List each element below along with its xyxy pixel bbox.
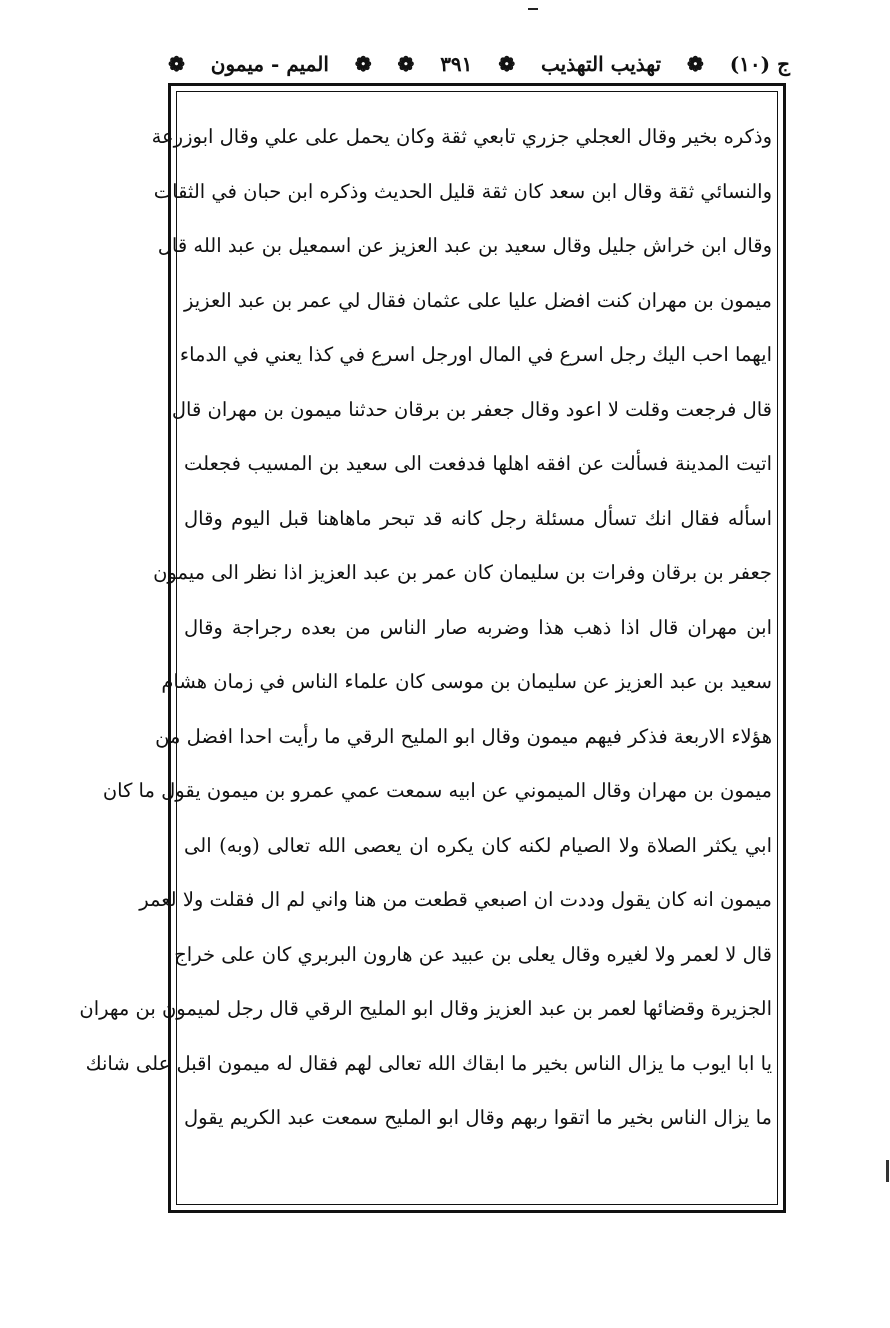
- page-edge-mark: [886, 1160, 889, 1182]
- text-line: ما يزال الناس بخير ما اتقوا ربهم وقال ابو المليح سمعت عبد الكريم يقول: [184, 1106, 772, 1129]
- text-line: هؤلاء الاربعة فذكر فيهم ميمون وقال ابو المليح الرقي ما رأيت احدا افضل من: [155, 724, 772, 748]
- book-title: تهذيب التهذيب: [541, 52, 662, 76]
- text-line: قال لا لعمر ولا لغيره وقال يعلى بن عبيد عن هارون البربري كان على خراج: [174, 942, 772, 966]
- text-line: ميمون انه كان يقول وددت ان اصبعي قطعت من هنا واني لم ال فقلت ولا لعمر: [139, 888, 772, 911]
- ornament-icon: ❁: [687, 52, 704, 76]
- text-line: قال فرجعت وقلت لا اعود وقال جعفر بن برقان حدثنا ميمون بن مهران قال: [171, 397, 772, 421]
- text-line: والنسائي ثقة وقال ابن سعد كان ثقة قليل الحديث وذكره ابن حبان في الثقات: [153, 179, 772, 203]
- text-line: الجزيرة وقضائها لعمر بن عبد العزيز وقال ابو المليح الرقي قال رجل لميمون بن مهران: [79, 997, 772, 1020]
- text-line: ابي يكثر الصلاة ولا الصيام لكنه كان يكره ان يعصى الله تعالى (وبه) الى: [184, 833, 772, 857]
- text-line: وقال ابن خراش جليل وقال سعيد بن عبد العزيز عن اسمعيل بن عبد الله قال: [157, 234, 772, 257]
- text-line: ميمون بن مهران وقال الميموني عن ابيه سمعت عمي عمرو بن ميمون يقول ما كان: [102, 779, 772, 802]
- text-line: اتيت المدينة فسألت عن افقه اهلها فدفعت الى سعيد بن المسيب فجعلت: [184, 452, 772, 475]
- ornament-icon: ❁: [498, 52, 516, 76]
- ornament-icon: ❁: [397, 52, 415, 76]
- text-line: يا ابا ايوب ما يزال الناس بخير ما ابقاك الله تعالى لهم فقال له ميمون اقبل على شانك: [85, 1051, 772, 1075]
- page-top-mark: [528, 8, 538, 10]
- text-line: جعفر بن برقان وفرات بن سليمان كان عمر بن عبد العزيز اذا نظر الى ميمون: [153, 561, 772, 584]
- text-line: ايهما احب اليك رجل اسرع في المال اورجل اسرع في كذا يعني في الدماء: [179, 343, 772, 366]
- ornament-icon: ❁: [354, 52, 372, 76]
- body-text: [79, 110, 772, 1200]
- page-header: [168, 44, 790, 84]
- section-title: الميم - ميمون: [210, 52, 329, 76]
- text-line: ابن مهران قال اذا ذهب هذا وضربه صار الناس من بعده رجراجة وقال: [184, 615, 772, 639]
- text-line: اسأله فقال انك تسأل مسئلة رجل كانه قد تبحر ماهاهنا قبل اليوم وقال: [184, 506, 772, 530]
- volume-label: ج (١٠): [729, 52, 790, 76]
- page-number: ٣٩١: [440, 52, 473, 76]
- text-line: ميمون بن مهران كنت افضل عليا على عثمان فقال لي عمر بن عبد العزيز: [184, 288, 772, 312]
- text-line: سعيد بن عبد العزيز عن سليمان بن موسى كان علماء الناس في زمان هشام: [161, 670, 772, 693]
- text-line: وذكره بخير وقال العجلي جزري تابعي ثقة وكان يحمل على علي وقال ابوزرعة: [151, 125, 772, 148]
- ornament-icon: ❁: [168, 52, 185, 76]
